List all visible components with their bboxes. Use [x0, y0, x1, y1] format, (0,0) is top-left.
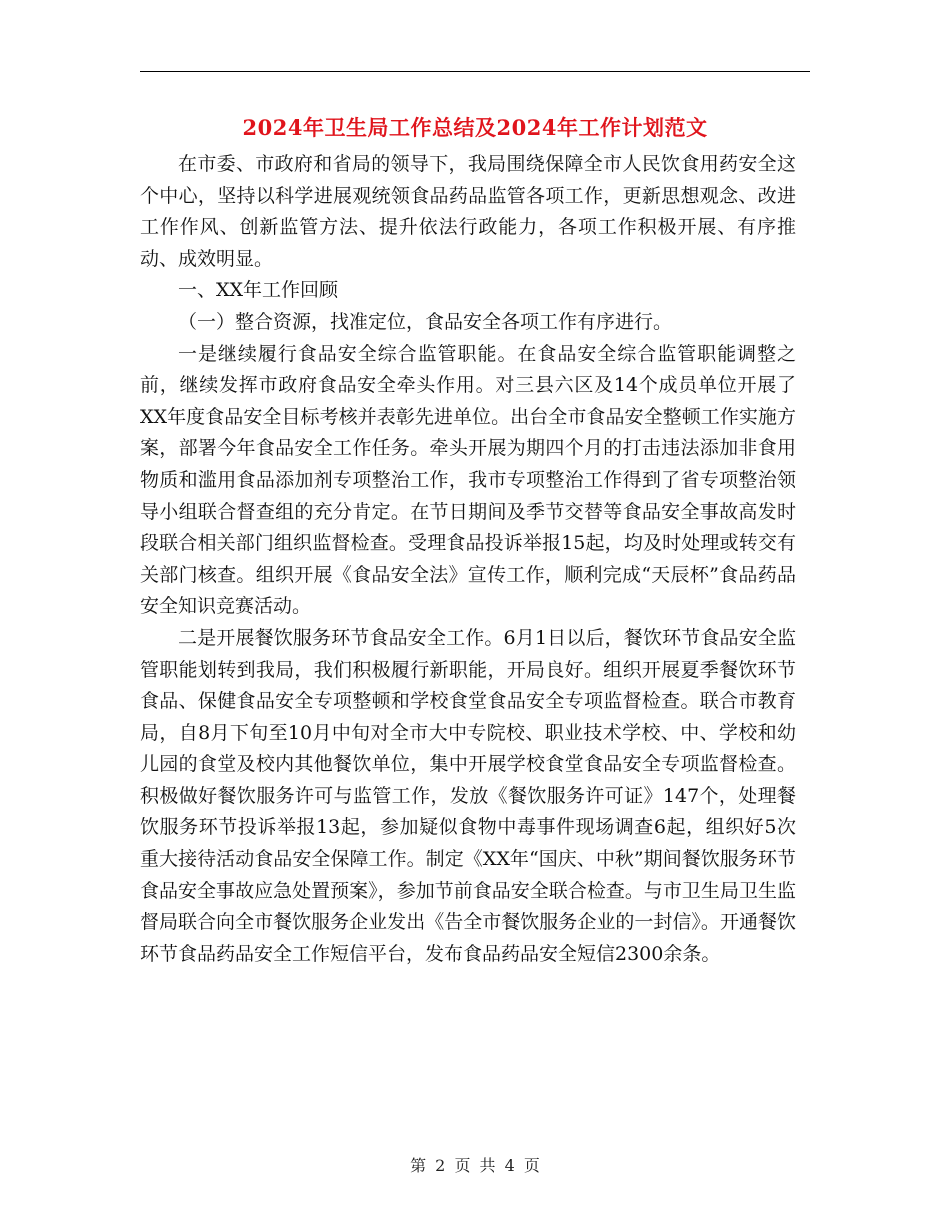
section-heading: 一、XX年工作回顾 [178, 279, 339, 302]
page-number: 第 2 页 共 4 页 [410, 1156, 540, 1175]
document-title: 2024年卫生局工作总结及2024年工作计划范文 [242, 115, 708, 140]
paragraph-intro: 在市委、市政府和省局的领导下，我局围绕保障全市人民饮食用药安全这个中心，坚持以科学进展观统领食品药品监管各项工作，更新思想观念、改进工作作风、创新监管方法、提升依法行政能力，各项工作积极开展、有序推动、成效明显。 [140, 153, 796, 270]
document-body [140, 149, 796, 970]
paragraph-item-2: 二是开展餐饮服务环节食品安全工作。6月1日以后，餐饮环节食品安全监管职能划转到我局，我们积极履行新职能，开局良好。组织开展夏季餐饮环节食品、保健食品安全专项整顿和学校食堂食品安全专项监督检查。联合市教育局，自8月下旬至10月中旬对全市大中专院校、职业技术学校、中、学校和幼儿园的食堂及校内其他餐饮单位，集中开展学校食堂食品安全专项监督检查。积极做好餐饮服务许可与监管工作，发放《餐饮服务许可证》147个，处理餐饮服务环节投诉举报13起，参加疑似食物中毒事件现场调查6起，组织好5次重大接待活动食品安全保障工作。制定《XX年“国庆、中秋”期间餐饮服务环节食品安全事故应急处置预案》，参加节前食品安全联合检查。与市卫生局卫生监督局联合向全市餐饮服务企业发出《告全市餐饮服务企业的一封信》。开通餐饮环节食品药品安全工作短信平台，发布食品药品安全短信2300余条。 [140, 626, 796, 965]
header-rule [140, 71, 810, 72]
paragraph-item-1: 一是继续履行食品安全综合监管职能。在食品安全综合监管职能调整之前，继续发挥市政府食品安全牵头作用。对三县六区及14个成员单位开展了XX年度食品安全目标考核并表彰先进单位。出台全市食品安全整顿工作实施方案，部署今年食品安全工作任务。牵头开展为期四个月的打击违法添加非食用物质和滥用食品添加剂专项整治工作，我市专项整治工作得到了省专项整治领导小组联合督查组的充分肯定。在节日期间及季节交替等食品安全事故高发时段联合相关部门组织监督检查。受理食品投诉举报15起，均及时处理或转交有关部门核查。组织开展《食品安全法》宣传工作，顺利完成“天辰杯”食品药品安全知识竞赛活动。 [140, 342, 796, 618]
subsection-heading: （一）整合资源，找准定位，食品安全各项工作有序进行。 [178, 310, 673, 333]
